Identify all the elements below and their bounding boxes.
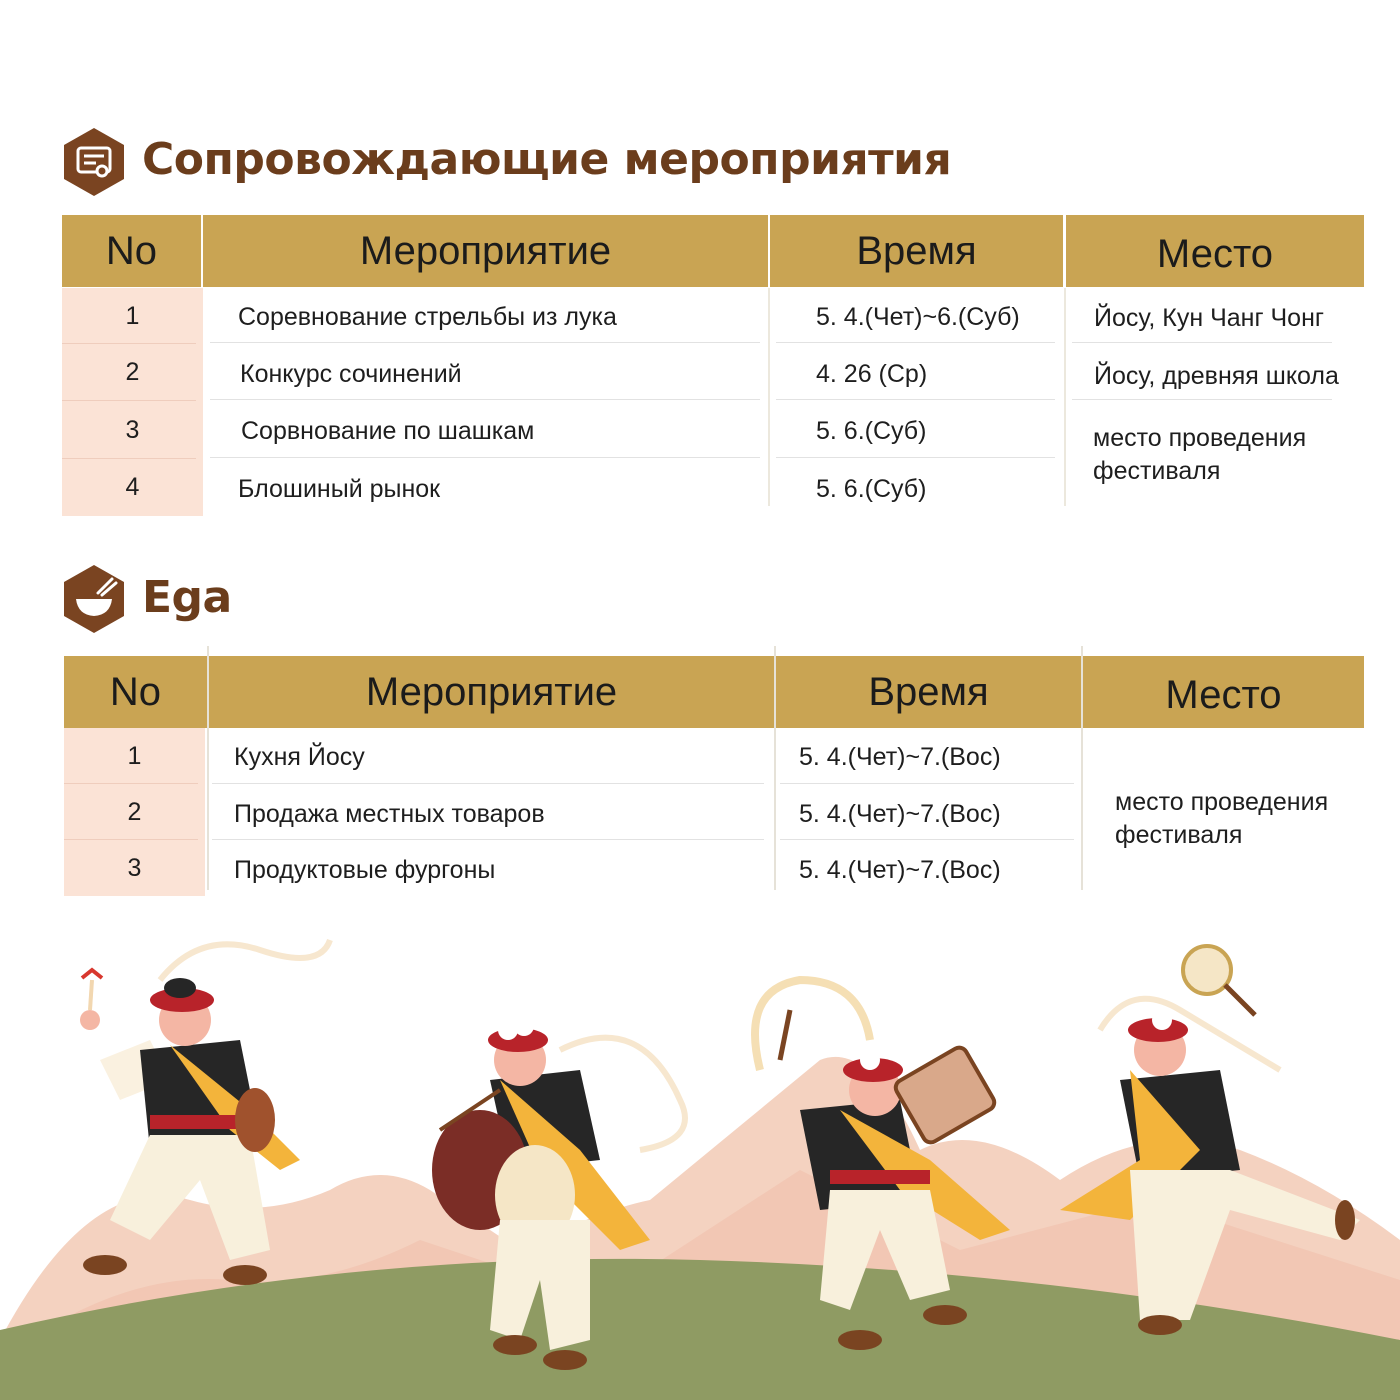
row-divider: [210, 342, 760, 343]
row-number: 2: [62, 344, 203, 401]
column-divider: [207, 646, 209, 890]
row-divider: [62, 458, 196, 459]
event-time: 5. 4.(Чет)~7.(Вос): [799, 856, 1001, 884]
folk-dancers-illustration: [0, 920, 1400, 1400]
section-title: Сопровождающие мероприятия: [142, 134, 952, 185]
column-divider: [1081, 646, 1083, 890]
event-place-merged: место проведения фестиваля: [1115, 788, 1329, 849]
event-time: 5. 4.(Чет)~6.(Суб): [816, 303, 1020, 331]
event-name: Кухня Йосу: [234, 743, 365, 771]
row-number: 1: [62, 288, 203, 344]
event-time: 4. 26 (Ср): [816, 360, 928, 388]
event-name: Продуктовые фургоны: [234, 856, 496, 884]
row-divider: [64, 783, 198, 784]
header-no: No: [64, 656, 207, 728]
column-divider: [774, 646, 776, 890]
row-number: 3: [62, 401, 203, 459]
event-place-merged: место проведения фестиваля: [1093, 424, 1307, 485]
event-time: 5. 6.(Суб): [816, 475, 927, 503]
event-name: Соревнование стрельбы из лука: [238, 303, 617, 331]
row-divider: [1072, 399, 1332, 400]
column-divider: [1064, 288, 1066, 506]
header-place: Место: [1083, 656, 1364, 728]
row-divider: [212, 783, 764, 784]
row-divider: [780, 839, 1074, 840]
row-number: 4: [62, 459, 203, 516]
section-title: Ega: [142, 572, 232, 623]
row-divider: [1072, 342, 1332, 343]
row-divider: [212, 839, 764, 840]
row-divider: [776, 342, 1055, 343]
event-place: Йосу, древняя школа: [1094, 362, 1339, 390]
header-time: Время: [770, 215, 1063, 287]
header-place: Место: [1066, 215, 1364, 287]
row-divider: [776, 457, 1055, 458]
row-divider: [210, 457, 760, 458]
column-divider: [768, 288, 770, 506]
header-time: Время: [776, 656, 1081, 728]
row-divider: [210, 399, 760, 400]
ribbon: [755, 980, 870, 1070]
ribbon: [1100, 999, 1280, 1070]
food-bowl-icon: [62, 563, 126, 635]
row-number: 1: [64, 728, 205, 784]
event-time: 5. 6.(Суб): [816, 417, 927, 445]
event-place: Йосу, Кун Чанг Чонг: [1094, 304, 1325, 332]
ribbon: [160, 940, 330, 980]
row-divider: [780, 783, 1074, 784]
event-name: Продажа местных товаров: [234, 800, 545, 828]
header-event: Мероприятие: [203, 215, 768, 287]
header-event: Мероприятие: [209, 656, 774, 728]
row-divider: [64, 839, 198, 840]
event-name: Конкурс сочинений: [240, 360, 462, 388]
row-number: 3: [64, 840, 205, 896]
row-divider: [62, 400, 196, 401]
row-divider: [62, 343, 196, 344]
row-number: 2: [64, 784, 205, 840]
row-divider: [776, 399, 1055, 400]
event-name: Блошиный рынок: [238, 475, 441, 503]
event-time: 5. 4.(Чет)~7.(Вос): [799, 743, 1001, 771]
header-no: No: [62, 215, 201, 287]
event-time: 5. 4.(Чет)~7.(Вос): [799, 800, 1001, 828]
event-name: Сорвнование по шашкам: [241, 417, 535, 445]
certificate-icon: [62, 126, 126, 198]
